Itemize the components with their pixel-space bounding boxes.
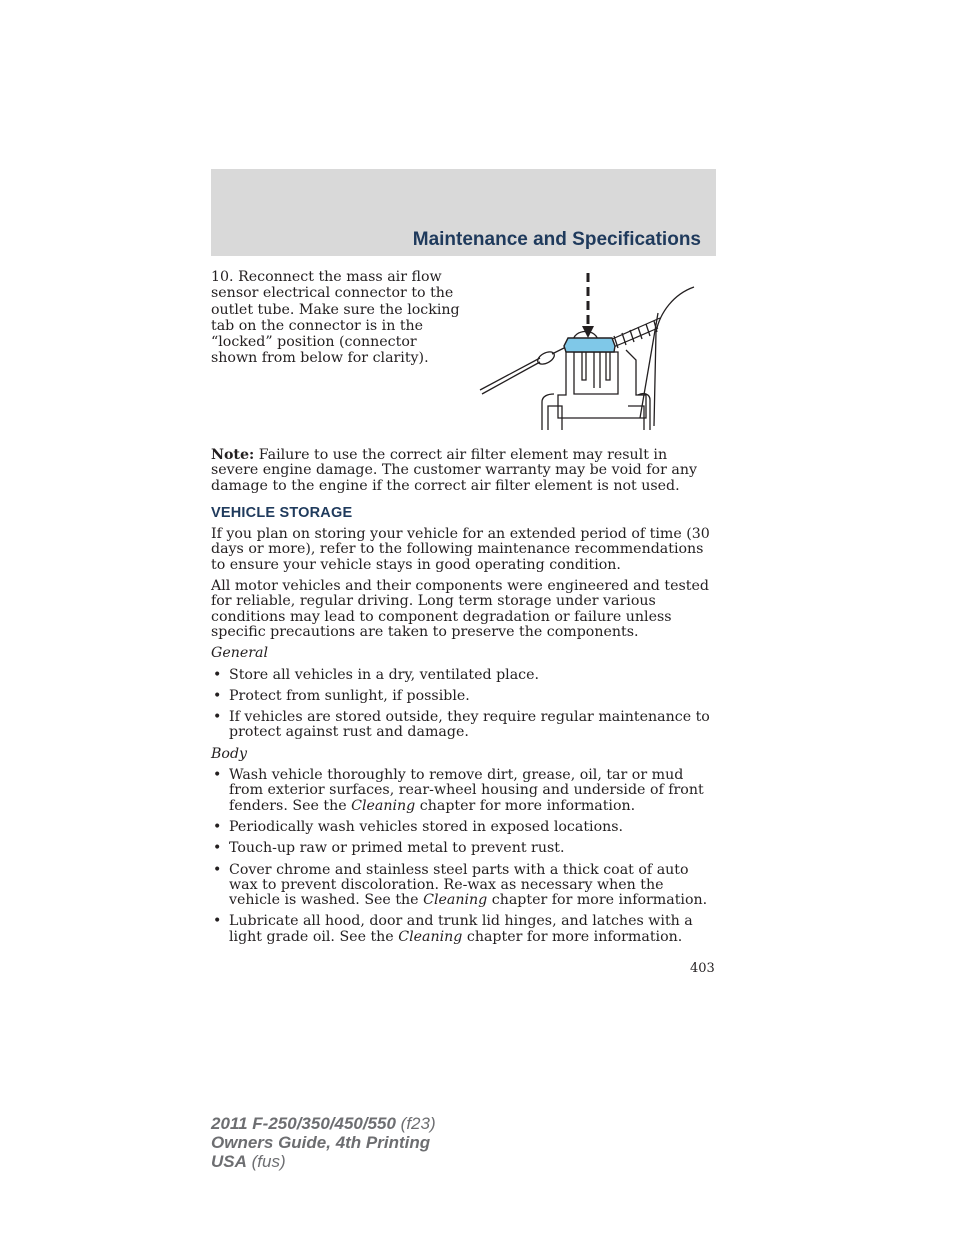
general-list [211,668,716,741]
list-item: • Store all vehicles in a dry, ventilated place. [213,666,540,683]
page-number: 403 [690,961,715,976]
document-footer [211,1114,436,1171]
vehicle-storage-heading: VEHICLE STORAGE [211,504,353,521]
step-10-text: 10. Reconnect the mass air flow sensor electrical connector to the outlet tube. Make sure the locking tab on the connector is in the “locked” position (connector shown from below for clarity). [211,269,460,367]
header-band [211,169,716,256]
content-body [211,448,716,951]
cleaning-chapter-ref: Cleaning [423,892,488,909]
connector-diagram [478,270,716,430]
maf-connector-illustration [478,270,716,430]
storage-intro-paragraph: If you plan on storing your vehicle for an extended period of time (30 days or more), refer to the following maintenance recommendations to ensure your vehicle stays in good operating condition. [211,526,710,573]
body-list [211,768,716,945]
note-paragraph [211,448,716,494]
storage-precautions-paragraph: All motor vehicles and their components were engineered and tested for reliable, regular driving. Long term storage under various conditions may lead to component degradation or failure unless specific precautions are taken to preserve the components. [211,578,709,640]
housing-edge [654,287,694,426]
section-title: Maintenance and Specifications [412,229,701,250]
note-label: Note: [211,447,255,463]
cleaning-chapter-ref: Cleaning [398,928,463,945]
footer-guide-line: Owners Guide, 4th Printing [211,1133,431,1152]
cleaning-chapter-ref: Cleaning [351,797,416,814]
footer-model-line: 2011 F-250/350/450/550 (f23) [211,1114,436,1133]
list-item: • If vehicles are stored outside, they require regular maintenance to protect against rust and damage. [213,709,710,741]
list-item: • Lubricate all hood, door and trunk lid hinges, and latches with a light grade oil. See the Cleaning chapter for more information. [213,913,693,945]
list-item: • Periodically wash vehicles stored in exposed locations. [213,818,624,835]
list-item: • Touch-up raw or primed metal to prevent rust. [213,840,565,857]
footer-region-line: USA (fus) [211,1152,286,1171]
list-item: • Wash vehicle thoroughly to remove dirt, grease, oil, tar or mud from exterior surfaces, rear-wheel housing and underside of front fenders. See the Cleaning chapter for more information. [213,767,704,814]
locking-tab-highlight [564,338,615,352]
body-subheading: Body [211,745,248,762]
list-item: • Protect from sunlight, if possible. [213,687,470,704]
general-subheading: General [211,645,269,662]
note-text: Failure to use the correct air filter element may result in severe engine damage. The customer warranty may be void for any damage to the engine if the correct air filter element is not used. [211,447,697,494]
list-item: • Cover chrome and stainless steel parts with a thick coat of auto wax to prevent discoloration. Re-wax as necessary when the vehicle is washed. See the Cleaning chapter for more information. [213,861,708,909]
